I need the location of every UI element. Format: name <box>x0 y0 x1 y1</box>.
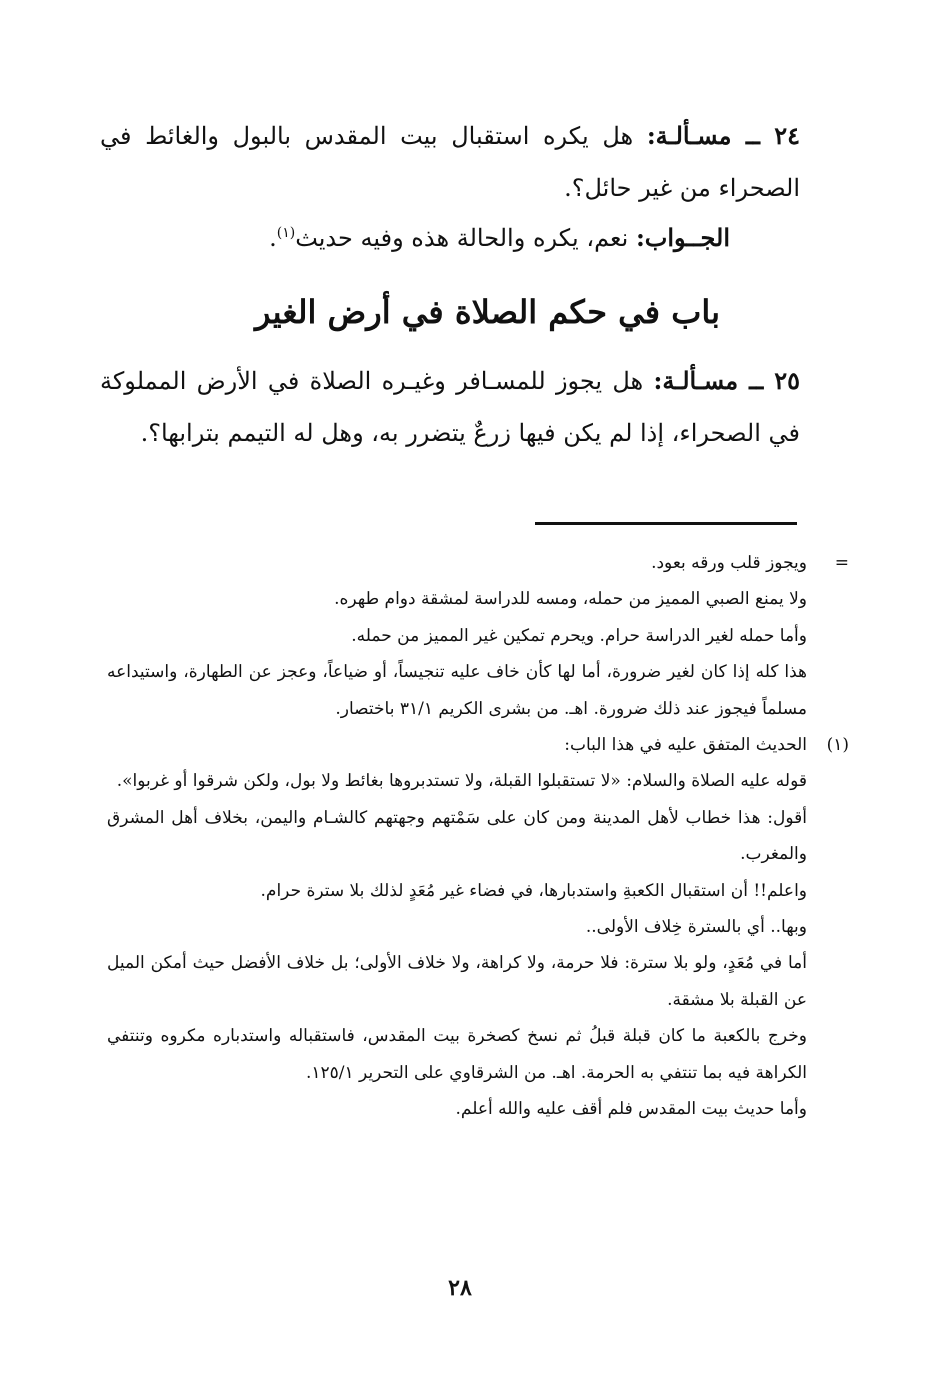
footnote-continued-line: = ويجوز قلب ورقه بعود. <box>107 545 807 581</box>
footnote-1-line: وخرج بالكعبة ما كان قبلة قبلُ ثم نسخ كصخرة بيت المقدس، فاستقباله واستدباره مكروه وتنتفي الكراهة فيه بما تنتفي به الحرمة. اهـ. من الشرقاوي على التحرير ١٢٥/١. <box>107 1026 807 1083</box>
footnote-1-line: أقول: هذا خطاب لأهل المدينة ومن كان على سَمْتهم وجهتهم كالشـام واليمن، بخلاف أهل المشرق والمغرب. <box>107 807 807 865</box>
question-25 <box>100 355 800 459</box>
footnote-1-line: قوله عليه الصلاة والسلام: «لا تستقبلوا القبلة، ولا تستدبروها بغائط ولا بول، ولكن شرقوا أو غربوا». <box>116 771 807 792</box>
footnote-1-line: واعلم!! أن استقبال الكعبةِ واستدبارها، في فضاء غير مُعَدٍ لذلك بلا سترة حرام. <box>260 880 807 901</box>
answer-24 <box>100 212 730 264</box>
footnote-continued-line: وأما حمله لغير الدراسة حرام. ويحرم تمكين غير المميز من حمله. <box>351 625 807 646</box>
page-number: ٢٨ <box>448 1275 472 1301</box>
continuation-marker: = <box>834 553 849 573</box>
answer-label: الجــواب: <box>635 223 730 252</box>
footnote-1-line: وبها.. أي بالسترة خِلاف الأولى.. <box>585 917 807 938</box>
question-text: هل يجوز للمسـافر وغيـره الصلاة في الأرض المملوكة في الصحراء، إذا لم يكن فيها زرعٌ يتضرر به، وهل له التيمم بترابها؟. <box>100 367 800 447</box>
footnote-1-line: أما في مُعَدٍ، ولو بلا سترة: فلا حرمة، ولا كراهة، ولا خلاف الأولى؛ بل خلاف الأفضل حيث أمكن الميل عن القبلة بلا مشقة. <box>107 953 807 1010</box>
section-heading: باب في حكم الصلاة في أرض الغير <box>255 293 720 331</box>
question-24 <box>100 110 800 214</box>
answer-text: نعم، يكره والحالة هذه وفيه حديث <box>295 224 629 252</box>
footnote-separator <box>535 522 797 525</box>
answer-end: . <box>269 224 277 252</box>
question-label: ٢٤ ــ مسـألـة: <box>646 121 801 150</box>
footnote-continued-line: هذا كله إذا كان لغير ضرورة، أما لها كأن خاف عليه تنجيساً، أو ضياعاً، وعجز عن الطهارة، واستيداعه مسلماً فيجوز عند ذلك ضرورة. اهـ. من بشرى الكريم ٣١/١ باختصار. <box>107 662 807 719</box>
question-label: ٢٥ ــ مسـألـة: <box>653 366 800 395</box>
footnote-ref: (١) <box>276 225 296 241</box>
footnote-1-line: وأما حديث بيت المقدس فلم أقف عليه والله أعلم. <box>455 1099 807 1120</box>
footnote-1-marker: (١) <box>826 735 849 756</box>
footnote-continued-line: ولا يمنع الصبي المميز من حمله، ومسه للدراسة لمشقة دوام طهره. <box>334 589 807 610</box>
footnotes <box>107 545 849 1128</box>
footnote-1-line: (١) الحديث المتفق عليه في هذا الباب: <box>107 727 807 763</box>
question-text: هل يكره استقبال بيت المقدس بالبول والغائط في الصحراء من غير حائل؟. <box>100 122 800 202</box>
